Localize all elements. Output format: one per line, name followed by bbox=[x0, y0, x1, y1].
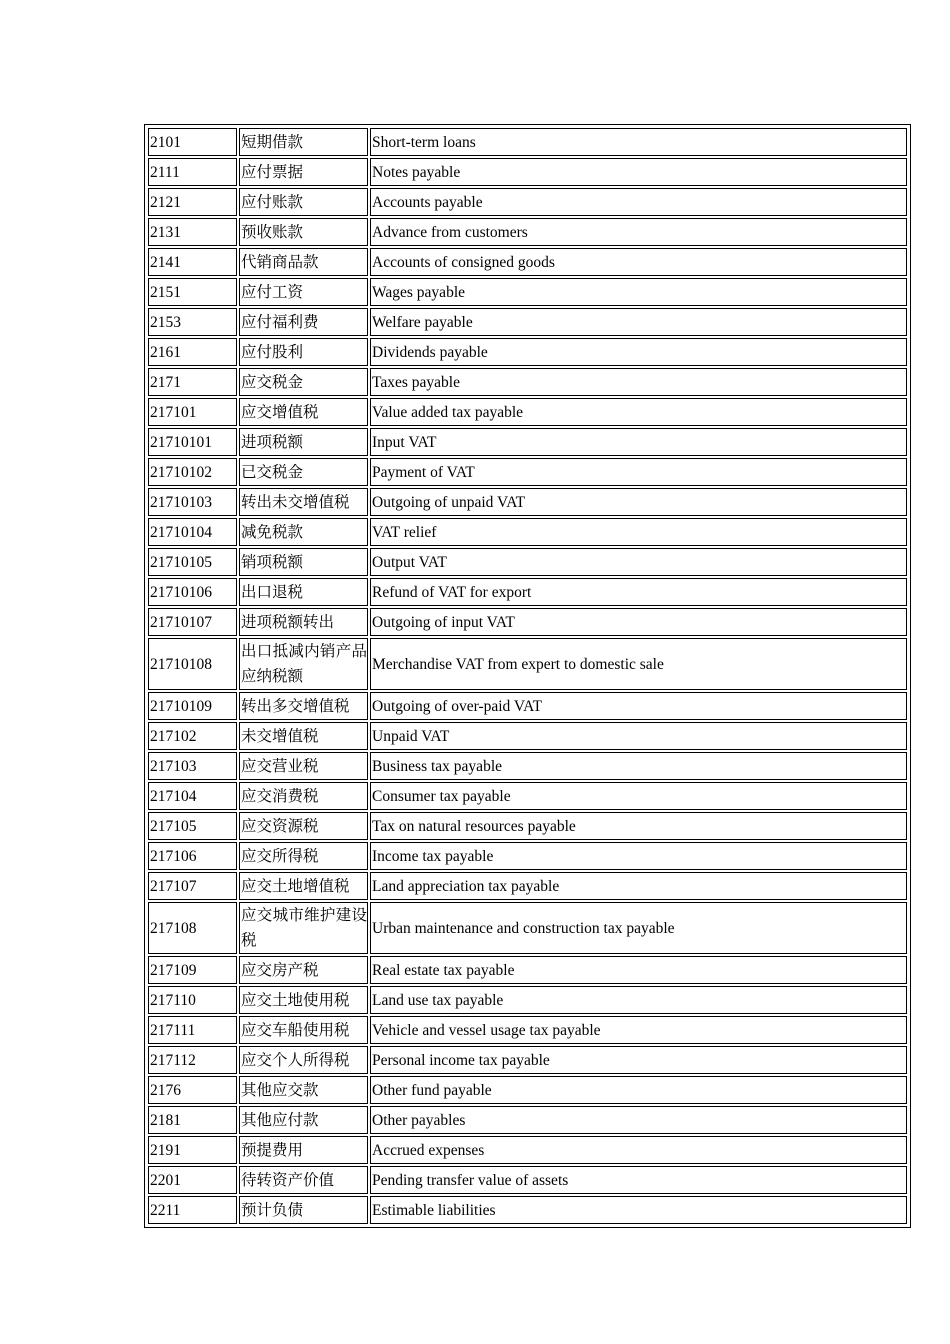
account-code-cell: 217111 bbox=[148, 1016, 237, 1044]
account-name-en-cell: Other fund payable bbox=[370, 1076, 907, 1104]
account-name-cn-cell: 应交税金 bbox=[239, 368, 368, 396]
account-name-en-cell: Advance from customers bbox=[370, 218, 907, 246]
table-row bbox=[148, 638, 907, 690]
account-code-cell: 2176 bbox=[148, 1076, 237, 1104]
account-name-en-cell: Outgoing of input VAT bbox=[370, 608, 907, 636]
account-name-en-cell: Input VAT bbox=[370, 428, 907, 456]
accounts-table bbox=[144, 124, 911, 1228]
account-name-cn-cell: 减免税款 bbox=[239, 518, 368, 546]
table-row bbox=[148, 842, 907, 870]
account-name-cn-cell: 转出多交增值税 bbox=[239, 692, 368, 720]
account-name-en-cell: Wages payable bbox=[370, 278, 907, 306]
account-name-en-cell: Accounts of consigned goods bbox=[370, 248, 907, 276]
table-row bbox=[148, 218, 907, 246]
account-code-cell: 217104 bbox=[148, 782, 237, 810]
account-code-cell: 2101 bbox=[148, 128, 237, 156]
account-code-cell: 217112 bbox=[148, 1046, 237, 1074]
account-name-cn-cell: 应付票据 bbox=[239, 158, 368, 186]
account-name-en-cell: Accounts payable bbox=[370, 188, 907, 216]
account-name-cn-cell: 预收账款 bbox=[239, 218, 368, 246]
account-name-en-cell: Vehicle and vessel usage tax payable bbox=[370, 1016, 907, 1044]
account-name-cn-cell: 其他应付款 bbox=[239, 1106, 368, 1134]
account-name-en-cell: Notes payable bbox=[370, 158, 907, 186]
table-row bbox=[148, 248, 907, 276]
account-code-cell: 21710104 bbox=[148, 518, 237, 546]
account-name-cn-cell: 出口退税 bbox=[239, 578, 368, 606]
account-code-cell: 21710102 bbox=[148, 458, 237, 486]
account-code-cell: 21710107 bbox=[148, 608, 237, 636]
table-row bbox=[148, 956, 907, 984]
account-name-en-cell: Value added tax payable bbox=[370, 398, 907, 426]
account-name-cn-cell: 待转资产价值 bbox=[239, 1166, 368, 1194]
account-name-en-cell: Pending transfer value of assets bbox=[370, 1166, 907, 1194]
account-name-en-cell: Other payables bbox=[370, 1106, 907, 1134]
table-row bbox=[148, 1076, 907, 1104]
account-code-cell: 21710108 bbox=[148, 638, 237, 690]
account-code-cell: 217110 bbox=[148, 986, 237, 1014]
account-name-en-cell: Outgoing of unpaid VAT bbox=[370, 488, 907, 516]
table-row bbox=[148, 458, 907, 486]
accounts-table-body bbox=[148, 128, 907, 1224]
account-code-cell: 2181 bbox=[148, 1106, 237, 1134]
account-name-cn-cell: 应交车船使用税 bbox=[239, 1016, 368, 1044]
account-code-cell: 2131 bbox=[148, 218, 237, 246]
table-row bbox=[148, 1166, 907, 1194]
account-name-en-cell: Dividends payable bbox=[370, 338, 907, 366]
account-name-cn-cell: 未交增值税 bbox=[239, 722, 368, 750]
account-name-en-cell: Land appreciation tax payable bbox=[370, 872, 907, 900]
account-name-cn-cell: 其他应交款 bbox=[239, 1076, 368, 1104]
table-row bbox=[148, 722, 907, 750]
account-name-cn-cell: 应交营业税 bbox=[239, 752, 368, 780]
account-code-cell: 21710103 bbox=[148, 488, 237, 516]
account-name-en-cell: Real estate tax payable bbox=[370, 956, 907, 984]
table-row bbox=[148, 1136, 907, 1164]
account-code-cell: 21710109 bbox=[148, 692, 237, 720]
account-code-cell: 2111 bbox=[148, 158, 237, 186]
table-row bbox=[148, 518, 907, 546]
account-code-cell: 217109 bbox=[148, 956, 237, 984]
accounts-table-grid bbox=[146, 126, 909, 1226]
account-name-en-cell: Welfare payable bbox=[370, 308, 907, 336]
account-name-cn-cell: 应交资源税 bbox=[239, 812, 368, 840]
table-row bbox=[148, 398, 907, 426]
account-name-cn-cell: 应交消费税 bbox=[239, 782, 368, 810]
account-name-en-cell: Merchandise VAT from expert to domestic sale bbox=[370, 638, 907, 690]
account-name-en-cell: Tax on natural resources payable bbox=[370, 812, 907, 840]
account-name-cn-cell: 预提费用 bbox=[239, 1136, 368, 1164]
account-name-cn-cell: 出口抵减内销产品应纳税额 bbox=[239, 638, 368, 690]
account-name-cn-cell: 销项税额 bbox=[239, 548, 368, 576]
account-name-cn-cell: 代销商品款 bbox=[239, 248, 368, 276]
account-name-cn-cell: 应交个人所得税 bbox=[239, 1046, 368, 1074]
account-code-cell: 2153 bbox=[148, 308, 237, 336]
account-name-cn-cell: 应付福利费 bbox=[239, 308, 368, 336]
account-name-en-cell: Business tax payable bbox=[370, 752, 907, 780]
account-name-cn-cell: 预计负债 bbox=[239, 1196, 368, 1224]
table-row bbox=[148, 188, 907, 216]
account-name-en-cell: Personal income tax payable bbox=[370, 1046, 907, 1074]
account-name-en-cell: Estimable liabilities bbox=[370, 1196, 907, 1224]
account-code-cell: 2141 bbox=[148, 248, 237, 276]
account-name-en-cell: Accrued expenses bbox=[370, 1136, 907, 1164]
account-name-en-cell: Payment of VAT bbox=[370, 458, 907, 486]
account-code-cell: 217103 bbox=[148, 752, 237, 780]
account-code-cell: 217108 bbox=[148, 902, 237, 954]
table-row bbox=[148, 338, 907, 366]
table-row bbox=[148, 752, 907, 780]
account-name-en-cell: Outgoing of over-paid VAT bbox=[370, 692, 907, 720]
table-row bbox=[148, 872, 907, 900]
account-code-cell: 217105 bbox=[148, 812, 237, 840]
account-name-en-cell: VAT relief bbox=[370, 518, 907, 546]
table-row bbox=[148, 1196, 907, 1224]
table-row bbox=[148, 428, 907, 456]
account-name-cn-cell: 应付工资 bbox=[239, 278, 368, 306]
table-row bbox=[148, 1046, 907, 1074]
account-name-cn-cell: 应交增值税 bbox=[239, 398, 368, 426]
account-code-cell: 217101 bbox=[148, 398, 237, 426]
table-row bbox=[148, 1016, 907, 1044]
account-code-cell: 217107 bbox=[148, 872, 237, 900]
account-name-cn-cell: 转出未交增值税 bbox=[239, 488, 368, 516]
table-row bbox=[148, 1106, 907, 1134]
account-name-cn-cell: 进项税额转出 bbox=[239, 608, 368, 636]
account-name-en-cell: Land use tax payable bbox=[370, 986, 907, 1014]
account-name-en-cell: Urban maintenance and construction tax payable bbox=[370, 902, 907, 954]
account-name-en-cell: Income tax payable bbox=[370, 842, 907, 870]
table-row bbox=[148, 548, 907, 576]
account-name-cn-cell: 短期借款 bbox=[239, 128, 368, 156]
table-row bbox=[148, 158, 907, 186]
account-name-cn-cell: 应付账款 bbox=[239, 188, 368, 216]
account-name-cn-cell: 进项税额 bbox=[239, 428, 368, 456]
account-code-cell: 2161 bbox=[148, 338, 237, 366]
account-name-en-cell: Taxes payable bbox=[370, 368, 907, 396]
account-code-cell: 2211 bbox=[148, 1196, 237, 1224]
account-name-cn-cell: 应交房产税 bbox=[239, 956, 368, 984]
account-code-cell: 217102 bbox=[148, 722, 237, 750]
table-row bbox=[148, 578, 907, 606]
table-row bbox=[148, 128, 907, 156]
account-code-cell: 217106 bbox=[148, 842, 237, 870]
account-name-cn-cell: 应交土地增值税 bbox=[239, 872, 368, 900]
table-row bbox=[148, 278, 907, 306]
table-row bbox=[148, 608, 907, 636]
account-code-cell: 2121 bbox=[148, 188, 237, 216]
table-row bbox=[148, 986, 907, 1014]
table-row bbox=[148, 902, 907, 954]
account-name-en-cell: Output VAT bbox=[370, 548, 907, 576]
account-code-cell: 2201 bbox=[148, 1166, 237, 1194]
table-row bbox=[148, 488, 907, 516]
table-row bbox=[148, 308, 907, 336]
table-row bbox=[148, 812, 907, 840]
account-name-en-cell: Short-term loans bbox=[370, 128, 907, 156]
table-row bbox=[148, 782, 907, 810]
account-code-cell: 2191 bbox=[148, 1136, 237, 1164]
table-row bbox=[148, 368, 907, 396]
table-row bbox=[148, 692, 907, 720]
account-code-cell: 21710106 bbox=[148, 578, 237, 606]
account-name-en-cell: Unpaid VAT bbox=[370, 722, 907, 750]
account-name-en-cell: Consumer tax payable bbox=[370, 782, 907, 810]
account-name-cn-cell: 应付股利 bbox=[239, 338, 368, 366]
account-code-cell: 21710101 bbox=[148, 428, 237, 456]
account-name-cn-cell: 已交税金 bbox=[239, 458, 368, 486]
account-name-cn-cell: 应交土地使用税 bbox=[239, 986, 368, 1014]
account-code-cell: 2151 bbox=[148, 278, 237, 306]
account-name-cn-cell: 应交所得税 bbox=[239, 842, 368, 870]
account-code-cell: 2171 bbox=[148, 368, 237, 396]
account-code-cell: 21710105 bbox=[148, 548, 237, 576]
account-name-cn-cell: 应交城市维护建设税 bbox=[239, 902, 368, 954]
account-name-en-cell: Refund of VAT for export bbox=[370, 578, 907, 606]
